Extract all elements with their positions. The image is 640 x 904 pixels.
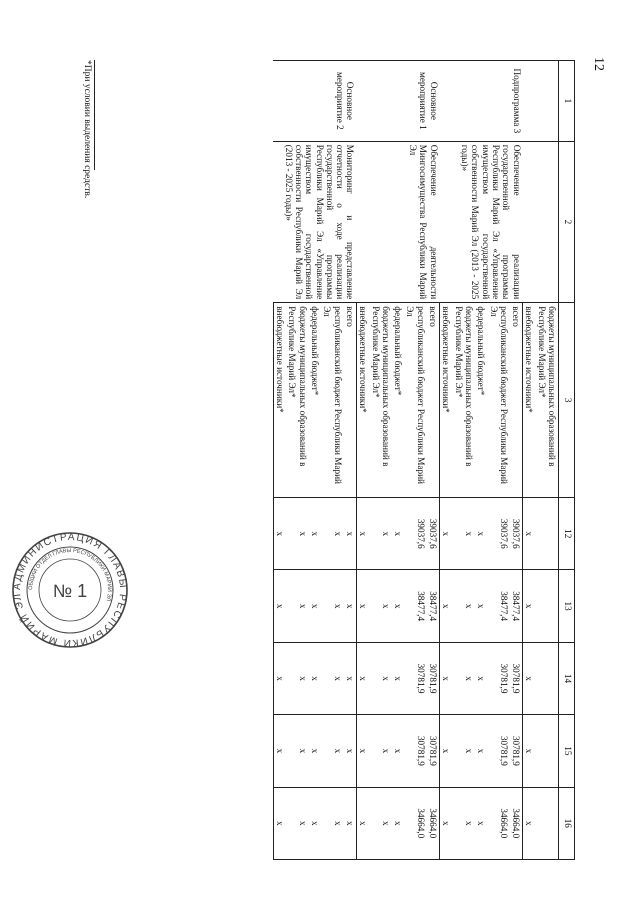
value-cell: x — [321, 570, 344, 642]
program-funding-table — [273, 60, 575, 860]
funding-source-cell: внебюджетные источники* — [523, 303, 536, 498]
value-cell: x — [452, 642, 475, 714]
value-cell: x — [369, 787, 392, 859]
value-cell: 34664,0 — [404, 787, 427, 859]
activity-name-cell: Мониторинг и представление отчетности о ходе реализации государственной программы Республики Марий Эл «Управление имуществом государственной собственности Республики Марий Эл (2013 - 2025 годы)» — [273, 141, 356, 302]
value-cell: x — [523, 642, 536, 714]
value-cell: x — [273, 715, 286, 787]
value-cell: x — [452, 715, 475, 787]
row-label-cell: Подпрограмма 3 — [440, 61, 523, 142]
value-cell: x — [392, 715, 404, 787]
value-cell: x — [523, 787, 536, 859]
value-cell: x — [344, 642, 357, 714]
value-cell: 38477,4 — [510, 570, 523, 642]
value-cell: x — [356, 787, 369, 859]
value-cell: 30781,9 — [510, 642, 523, 714]
activity-name-cell: Обеспечение реализации государственной программы Республики Марий Эл «Управление имуществом государственной собственности Марий Эл (2013 - 2025 годы)» — [440, 141, 523, 302]
funding-source-cell: бюджеты муниципальных образований в Республике Марий Эл* — [452, 303, 475, 498]
value-cell: x — [369, 498, 392, 570]
table-row — [535, 61, 558, 860]
funding-source-cell: бюджеты муниципальных образований в Республике Марий Эл* — [369, 303, 392, 498]
value-cell: x — [321, 787, 344, 859]
value-cell: x — [523, 498, 536, 570]
stamp-number: № 1 — [52, 581, 88, 601]
value-cell: x — [286, 715, 309, 787]
value-cell: x — [356, 715, 369, 787]
funding-source-cell: внебюджетные источники* — [440, 303, 453, 498]
value-cell: x — [392, 787, 404, 859]
funding-source-cell: всего — [344, 303, 357, 498]
value-cell — [535, 642, 558, 714]
header-col-16: 16 — [559, 787, 575, 859]
funding-source-cell: федеральный бюджет* — [475, 303, 487, 498]
value-cell: 30781,9 — [487, 642, 510, 714]
stamp-inner-text: ОБЩИЙ ОТДЕЛ ГЛАВЫ РЕСПУБЛИКИ МАРИЙ ЭЛ — [27, 547, 113, 602]
funding-source-cell: внебюджетные источники* — [356, 303, 369, 498]
value-cell: x — [309, 787, 321, 859]
value-cell — [535, 715, 558, 787]
value-cell: x — [273, 642, 286, 714]
funding-source-cell: бюджеты муниципальных образований в Республике Марий Эл* — [286, 303, 309, 498]
funding-source-cell: всего — [510, 303, 523, 498]
funding-source-cell: внебюджетные источники* — [273, 303, 286, 498]
value-cell: x — [369, 642, 392, 714]
value-cell: x — [344, 787, 357, 859]
value-cell: 30781,9 — [404, 715, 427, 787]
value-cell: x — [475, 570, 487, 642]
value-cell: x — [475, 498, 487, 570]
table-row — [510, 61, 523, 860]
value-cell: x — [286, 787, 309, 859]
footnote-divider — [94, 60, 95, 170]
funding-source-cell: бюджеты муниципальных образований в Республике Марий Эл* — [535, 303, 558, 498]
table-row — [344, 61, 357, 860]
page-number: 12 — [591, 57, 606, 71]
value-cell: x — [440, 715, 453, 787]
table-body — [273, 61, 558, 860]
value-cell: x — [273, 498, 286, 570]
value-cell: x — [356, 498, 369, 570]
footnote: *При условии выделения средств. — [82, 60, 92, 199]
value-cell: 38477,4 — [427, 570, 440, 642]
value-cell — [535, 570, 558, 642]
value-cell: x — [309, 715, 321, 787]
value-cell: x — [452, 570, 475, 642]
value-cell: x — [321, 498, 344, 570]
value-cell: 34664,0 — [510, 787, 523, 859]
funding-source-cell: республиканский бюджет Республики Марий Эл — [321, 303, 344, 498]
value-cell: x — [356, 642, 369, 714]
value-cell: x — [321, 715, 344, 787]
value-cell: x — [523, 715, 536, 787]
value-cell: x — [286, 642, 309, 714]
row-label-cell: Основное мероприятие 2 — [273, 61, 356, 142]
value-cell: x — [392, 498, 404, 570]
value-cell: x — [309, 642, 321, 714]
funding-source-cell: федеральный бюджет* — [309, 303, 321, 498]
value-cell: 34664,0 — [487, 787, 510, 859]
value-cell: x — [273, 787, 286, 859]
header-col-14: 14 — [559, 642, 575, 714]
value-cell: 39037,6 — [487, 498, 510, 570]
value-cell: x — [440, 642, 453, 714]
table-row — [427, 61, 440, 860]
value-cell: 39037,6 — [427, 498, 440, 570]
value-cell: x — [523, 570, 536, 642]
value-cell: x — [392, 642, 404, 714]
value-cell: x — [286, 498, 309, 570]
value-cell: x — [475, 715, 487, 787]
value-cell: x — [452, 498, 475, 570]
value-cell: x — [309, 498, 321, 570]
value-cell: x — [344, 498, 357, 570]
value-cell: x — [440, 498, 453, 570]
activity-name-cell: Обеспечение деятельности Мингосимущества Республики Марий Эл — [356, 141, 439, 302]
value-cell: 30781,9 — [404, 642, 427, 714]
value-cell: x — [369, 715, 392, 787]
header-col-15: 15 — [559, 715, 575, 787]
header-col-12: 12 — [559, 498, 575, 570]
value-cell: x — [356, 570, 369, 642]
row-label-cell — [523, 61, 559, 142]
value-cell — [535, 787, 558, 859]
value-cell — [535, 498, 558, 570]
header-col-2: 2 — [559, 141, 575, 302]
value-cell: 30781,9 — [487, 715, 510, 787]
funding-source-cell: федеральный бюджет* — [392, 303, 404, 498]
value-cell: x — [273, 570, 286, 642]
value-cell: x — [440, 570, 453, 642]
table-header — [559, 61, 575, 860]
official-stamp — [10, 530, 130, 650]
value-cell: 34664,0 — [427, 787, 440, 859]
value-cell: x — [286, 570, 309, 642]
value-cell: 38477,4 — [487, 570, 510, 642]
value-cell: 39037,6 — [510, 498, 523, 570]
value-cell: x — [309, 570, 321, 642]
value-cell: 30781,9 — [427, 642, 440, 714]
value-cell: x — [392, 570, 404, 642]
value-cell: x — [452, 787, 475, 859]
funding-source-cell: всего — [427, 303, 440, 498]
value-cell: 30781,9 — [510, 715, 523, 787]
value-cell: 30781,9 — [427, 715, 440, 787]
header-col-1: 1 — [559, 61, 575, 142]
value-cell: x — [475, 787, 487, 859]
value-cell: 39037,6 — [404, 498, 427, 570]
value-cell: x — [369, 570, 392, 642]
funding-source-cell: республиканский бюджет Республики Марий Эл — [404, 303, 427, 498]
value-cell: x — [344, 570, 357, 642]
value-cell: x — [321, 642, 344, 714]
value-cell: x — [344, 715, 357, 787]
value-cell: x — [475, 642, 487, 714]
funding-source-cell: республиканский бюджет Республики Марий Эл — [487, 303, 510, 498]
row-label-cell: Основное мероприятие 1 — [356, 61, 439, 142]
stamp-ring-text: АДМИНИСТРАЦИЯ ГЛАВЫ РЕСПУБЛИКИ МАРИЙ ЭЛ — [11, 531, 129, 649]
header-col-3: 3 — [559, 303, 575, 498]
header-col-13: 13 — [559, 570, 575, 642]
activity-name-cell — [523, 141, 559, 302]
value-cell: x — [440, 787, 453, 859]
value-cell: 38477,4 — [404, 570, 427, 642]
